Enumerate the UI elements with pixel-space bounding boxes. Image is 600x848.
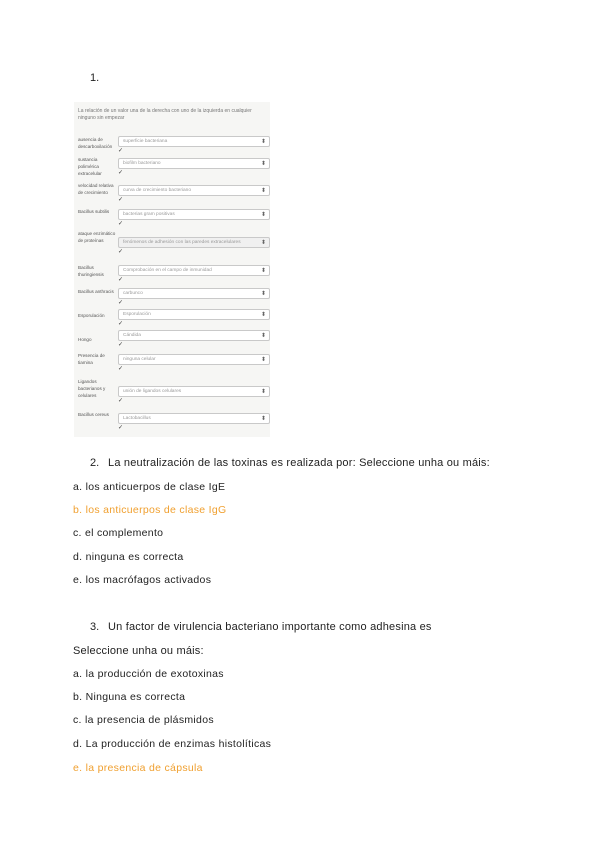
match-label: Bacillus thuringiensis (78, 265, 104, 277)
match-select-value: ninguna celular (123, 357, 156, 362)
q3-option-a[interactable]: a. la producción de exotoxinas (73, 668, 224, 680)
question-3-subtext: Seleccione unha ou máis: (73, 645, 204, 657)
match-select[interactable] (118, 158, 270, 169)
check-icon: ✓ (118, 398, 124, 404)
select-caret-icon: ⬍ (260, 416, 266, 422)
match-label: sustancia polimérica extracelular (78, 157, 102, 176)
match-select-value: fenómenos de adhesión con las paredes extracelulares (123, 240, 241, 245)
q3-option-b[interactable]: b. Ninguna es correcta (73, 691, 186, 703)
match-select-value: Esporulación (123, 312, 151, 317)
check-icon: ✓ (118, 300, 124, 306)
match-select[interactable] (118, 386, 270, 397)
match-select-value: Cándida (123, 333, 141, 338)
question-2-text: La neutralización de las toxinas es realizada por: Seleccione unha ou máis: (108, 457, 490, 469)
match-select[interactable] (118, 136, 270, 147)
check-icon: ✓ (118, 342, 124, 348)
question-2-number: 2. (90, 457, 100, 469)
q2-option-a[interactable]: a. los anticuerpos de clase IgE (73, 481, 226, 493)
match-select[interactable] (118, 265, 270, 276)
check-icon: ✓ (118, 249, 124, 255)
match-select-value: Lactobacillus (123, 416, 151, 421)
check-icon: ✓ (118, 148, 124, 154)
matching-quiz-panel (74, 102, 270, 437)
match-select[interactable] (118, 237, 270, 248)
match-select[interactable] (118, 354, 270, 365)
match-label: Bacillus subtilis (78, 209, 110, 214)
question-3-number: 3. (90, 621, 100, 633)
match-label: Presencia de tiamina (78, 353, 105, 365)
match-select[interactable] (118, 209, 270, 220)
match-select-value: Comprobación en el campo de inmunidad (123, 268, 212, 273)
check-icon: ✓ (118, 170, 124, 176)
q2-option-d[interactable]: d. ninguna es correcta (73, 551, 184, 563)
match-select-value: curva de crecimiento bacteriano (123, 188, 191, 193)
match-label: ausencia de descarboxilación (78, 137, 113, 149)
select-caret-icon: ⬍ (260, 291, 266, 297)
select-caret-icon: ⬍ (260, 312, 266, 318)
select-caret-icon: ⬍ (260, 333, 266, 339)
q2-option-c[interactable]: c. el complemento (73, 527, 164, 539)
match-select-value: biofilm bacteriano (123, 161, 161, 166)
select-caret-icon: ⬍ (260, 268, 266, 274)
q3-option-c[interactable]: c. la presencia de plásmidos (73, 714, 214, 726)
match-select-value: unión de ligandos celulares (123, 389, 182, 394)
select-caret-icon: ⬍ (260, 357, 266, 363)
match-label: ataque enzimático de proteínas (78, 231, 116, 243)
match-label: Hongo (78, 337, 92, 342)
q3-option-d[interactable]: d. La producción de enzimas histolíticas (73, 738, 272, 750)
question-3-text: Un factor de virulencia bacteriano importante como adhesina es (108, 621, 432, 633)
select-caret-icon: ⬍ (260, 139, 266, 145)
q2-option-b[interactable]: b. los anticuerpos de clase IgG (73, 504, 227, 516)
select-caret-icon: ⬍ (260, 161, 266, 167)
match-label: velocidad relativa de crecimiento (78, 183, 114, 195)
match-select-value: bacterias gram positivas (123, 212, 175, 217)
select-caret-icon: ⬍ (260, 389, 266, 395)
check-icon: ✓ (118, 425, 124, 431)
match-select-value: superficie bacteriana (123, 139, 168, 144)
match-select-value: carbunco (123, 291, 143, 296)
check-icon: ✓ (118, 221, 124, 227)
matching-instructions: La relación de un valor una de la derecha con uno de la izquierda en cualquier ninguno sin empezar (78, 108, 252, 121)
select-caret-icon: ⬍ (260, 188, 266, 194)
check-icon: ✓ (118, 321, 124, 327)
match-select[interactable] (118, 330, 270, 341)
match-select[interactable] (118, 185, 270, 196)
match-label: Bacillus cereus (78, 412, 109, 417)
select-caret-icon: ⬍ (260, 240, 266, 246)
match-select[interactable] (118, 288, 270, 299)
question-1-number: 1. (90, 72, 100, 84)
match-label: Bacillus anthracis (78, 289, 114, 294)
match-select[interactable] (118, 413, 270, 424)
match-select[interactable] (118, 309, 270, 320)
q3-option-e[interactable]: e. la presencia de cápsula (73, 762, 203, 774)
match-label: Esporulación (78, 313, 105, 318)
check-icon: ✓ (118, 197, 124, 203)
check-icon: ✓ (118, 366, 124, 372)
select-caret-icon: ⬍ (260, 212, 266, 218)
check-icon: ✓ (118, 277, 124, 283)
q2-option-e[interactable]: e. los macrófagos activados (73, 574, 212, 586)
match-label: Ligandos bacterianos y celulares (78, 379, 106, 398)
